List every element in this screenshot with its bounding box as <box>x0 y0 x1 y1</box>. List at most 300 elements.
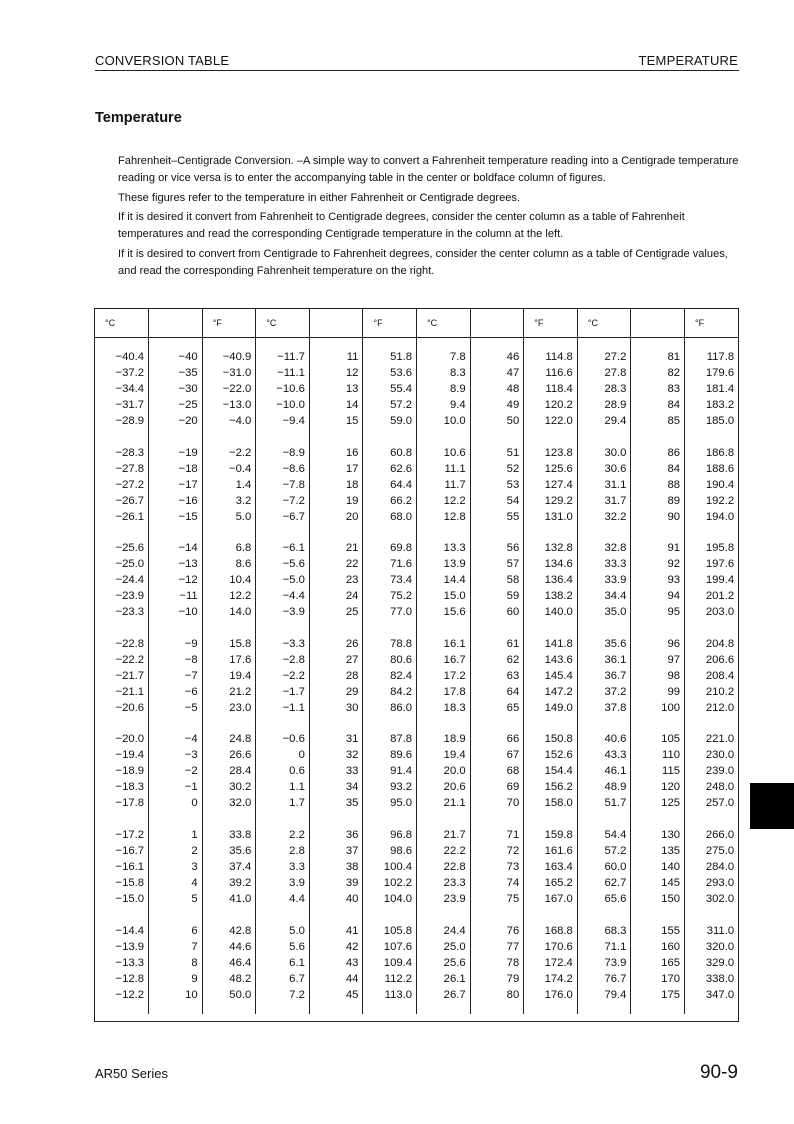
table-cell: 109.4 <box>363 955 417 971</box>
table-cell: 132.8 <box>524 540 578 556</box>
spacer-cell <box>577 525 631 541</box>
table-cell: −24.4 <box>95 572 149 588</box>
table-cell: 26.7 <box>417 987 471 1003</box>
table-cell: 67 <box>470 747 524 763</box>
table-cell: 76 <box>470 923 524 939</box>
table-row <box>95 461 738 477</box>
table-cell: −9.4 <box>256 413 310 429</box>
table-cell: −26.7 <box>95 493 149 509</box>
table-cell: 25.6 <box>417 955 471 971</box>
table-cell: 174.2 <box>524 971 578 987</box>
table-cell: −23.9 <box>95 588 149 604</box>
table-cell: 44.6 <box>202 939 256 955</box>
spacer-cell <box>202 429 256 445</box>
table-cell: 46.4 <box>202 955 256 971</box>
table-cell: 10 <box>149 987 203 1003</box>
table-cell: 266.0 <box>705 828 735 841</box>
table-cell: 29.4 <box>577 413 631 429</box>
table-cell: −0.6 <box>256 731 310 747</box>
table-cell: 129.2 <box>524 493 578 509</box>
column-header: °C <box>577 309 631 338</box>
table-cell: 23 <box>309 572 363 588</box>
spacer-cell <box>524 1003 578 1014</box>
table-cell: 42.8 <box>202 923 256 939</box>
table-cell: 105.8 <box>363 923 417 939</box>
table-cell: −20.0 <box>95 731 149 747</box>
table-cell: 37.4 <box>202 859 256 875</box>
table-cell: 221.0 <box>705 733 735 746</box>
table-cell: −25.0 <box>95 556 149 572</box>
table-cell: −11 <box>149 588 203 604</box>
conversion-table <box>95 309 738 1014</box>
table-cell: 161.6 <box>524 843 578 859</box>
table-cell: 115 <box>631 763 685 779</box>
table-cell: −27.2 <box>95 477 149 493</box>
table-cell: −28.3 <box>95 445 149 461</box>
table-cell: 39 <box>309 875 363 891</box>
table-cell: 0 <box>256 747 310 763</box>
table-cell: 21.2 <box>202 684 256 700</box>
table-cell: −5.0 <box>256 572 310 588</box>
header-rule <box>95 70 739 71</box>
table-cell: 40.6 <box>577 731 631 747</box>
spacer-cell <box>309 429 363 445</box>
table-cell: 154.4 <box>524 763 578 779</box>
table-cell: −30 <box>149 381 203 397</box>
table-cell: 57 <box>470 556 524 572</box>
table-cell: −20.6 <box>95 700 149 716</box>
table-cell: 183.2 <box>705 399 735 411</box>
table-cell: 73.9 <box>577 955 631 971</box>
table-cell: 83 <box>631 381 685 397</box>
table-cell: −13.3 <box>95 955 149 971</box>
table-cell: 57.2 <box>363 397 417 413</box>
table-cell: 90 <box>631 509 685 525</box>
spacer-cell <box>417 338 471 350</box>
spacer-cell <box>631 620 685 636</box>
spacer-cell <box>524 907 578 923</box>
spacer-cell <box>363 811 417 827</box>
spacer-cell <box>309 907 363 923</box>
table-cell: 7.2 <box>256 987 310 1003</box>
table-cell: 49 <box>470 397 524 413</box>
spacer-cell <box>95 429 149 445</box>
table-cell: −12.8 <box>95 971 149 987</box>
spacer-cell <box>256 525 310 541</box>
table-cell: 14 <box>309 397 363 413</box>
table-cell: −22.2 <box>95 652 149 668</box>
table-cell: −13.0 <box>202 397 256 413</box>
column-header: °C <box>417 309 471 338</box>
table-cell: 25.0 <box>417 939 471 955</box>
table-cell: 176.0 <box>524 987 578 1003</box>
spacer-cell <box>309 811 363 827</box>
spacer-cell <box>363 429 417 445</box>
table-cell: −1.1 <box>256 700 310 716</box>
table-cell: 12.2 <box>417 493 471 509</box>
spacer-cell <box>685 1003 739 1014</box>
table-cell: 257.0 <box>705 797 735 810</box>
table-cell: 107.6 <box>363 939 417 955</box>
table-cell: 31 <box>309 731 363 747</box>
table-cell: 199.4 <box>705 574 735 587</box>
table-row <box>95 987 738 1003</box>
table-cell: 97 <box>631 652 685 668</box>
table-cell: 23.9 <box>417 891 471 907</box>
table-cell: 15.0 <box>417 588 471 604</box>
table-cell: 59 <box>470 588 524 604</box>
table-cell: 8.9 <box>417 381 471 397</box>
table-cell: 33.9 <box>577 572 631 588</box>
table-cell: 98 <box>631 668 685 684</box>
table-cell: −10 <box>149 604 203 620</box>
table-row <box>95 875 738 891</box>
table-cell: 43 <box>309 955 363 971</box>
table-cell: 26.1 <box>417 971 471 987</box>
running-header-left: CONVERSION TABLE <box>95 53 230 68</box>
table-cell: −19 <box>149 445 203 461</box>
table-cell: 65.6 <box>577 891 631 907</box>
table-cell: 3.3 <box>256 859 310 875</box>
table-cell: 165 <box>631 955 685 971</box>
table-cell: −20 <box>149 413 203 429</box>
spacer-cell <box>631 716 685 732</box>
table-row <box>95 795 738 811</box>
table-cell: 2.8 <box>256 843 310 859</box>
table-cell: 24.4 <box>417 923 471 939</box>
table-cell: 20 <box>309 509 363 525</box>
table-cell: 347.0 <box>705 988 735 1001</box>
table-cell: 69.8 <box>363 540 417 556</box>
table-cell: 78 <box>470 955 524 971</box>
spacer-cell <box>524 620 578 636</box>
conversion-table-frame <box>94 308 739 1022</box>
table-cell: 12.8 <box>417 509 471 525</box>
table-cell: 95 <box>631 604 685 620</box>
table-cell: 60 <box>470 604 524 620</box>
spacer-cell <box>256 620 310 636</box>
table-row <box>95 445 738 461</box>
table-row <box>95 413 738 429</box>
table-cell: 53 <box>470 477 524 493</box>
table-cell: 181.4 <box>705 383 735 395</box>
table-cell: 75 <box>470 891 524 907</box>
table-cell: −10.6 <box>256 381 310 397</box>
table-cell: −18 <box>149 461 203 477</box>
table-cell: 93 <box>631 572 685 588</box>
table-cell: 85 <box>631 413 685 429</box>
table-cell: 197.6 <box>705 558 735 571</box>
table-cell: 4.4 <box>256 891 310 907</box>
table-cell: 74 <box>470 875 524 891</box>
table-row <box>95 365 738 381</box>
table-cell: 61 <box>470 636 524 652</box>
table-cell: 62.6 <box>363 461 417 477</box>
table-cell: 87.8 <box>363 731 417 747</box>
intro-paragraph: These figures refer to the temperature in either Fahrenheit or Centigrade degrees. <box>118 191 521 204</box>
spacer-cell <box>149 338 203 350</box>
spacer-cell <box>95 716 149 732</box>
spacer-cell <box>95 338 149 350</box>
table-cell: 134.6 <box>524 556 578 572</box>
table-cell: 4 <box>149 875 203 891</box>
table-cell: 11.1 <box>417 461 471 477</box>
page-number: 90-9 <box>699 1062 738 1083</box>
table-cell: 230.0 <box>705 749 735 762</box>
table-cell: 130 <box>631 827 685 843</box>
spacer-cell <box>685 811 739 827</box>
spacer-cell <box>202 716 256 732</box>
table-row <box>95 668 738 684</box>
table-cell: −31.7 <box>95 397 149 413</box>
table-cell: 21 <box>309 540 363 556</box>
spacer-cell <box>309 716 363 732</box>
group-spacer <box>95 1003 738 1014</box>
table-cell: −14.4 <box>95 923 149 939</box>
column-header: °F <box>524 309 578 338</box>
spacer-cell <box>95 907 149 923</box>
table-cell: 123.8 <box>524 445 578 461</box>
table-cell: 40 <box>309 891 363 907</box>
table-cell: 110 <box>631 747 685 763</box>
column-header <box>309 309 363 338</box>
table-cell: 31.1 <box>577 477 631 493</box>
table-cell: −17 <box>149 477 203 493</box>
table-cell: 28 <box>309 668 363 684</box>
spacer-cell <box>256 907 310 923</box>
table-cell: 41 <box>309 923 363 939</box>
table-cell: −15 <box>149 509 203 525</box>
table-cell: 24 <box>309 588 363 604</box>
spacer-cell <box>95 620 149 636</box>
table-cell: 25 <box>309 604 363 620</box>
table-cell: 17.8 <box>417 684 471 700</box>
spacer-cell <box>685 716 739 732</box>
table-cell: 13 <box>309 381 363 397</box>
table-row <box>95 588 738 604</box>
table-cell: 185.0 <box>705 415 735 427</box>
table-cell: −8.6 <box>256 461 310 477</box>
table-cell: −0.4 <box>202 461 256 477</box>
spacer-cell <box>363 907 417 923</box>
table-cell: 208.4 <box>705 669 735 682</box>
table-cell: 10.4 <box>202 572 256 588</box>
table-cell: 22.2 <box>417 843 471 859</box>
table-row <box>95 509 738 525</box>
table-cell: −22.8 <box>95 636 149 652</box>
table-cell: 60.0 <box>577 859 631 875</box>
table-cell: −1 <box>149 779 203 795</box>
table-cell: −10.0 <box>256 397 310 413</box>
section-thumb-tab <box>750 783 794 829</box>
table-cell: −3 <box>149 747 203 763</box>
table-cell: 167.0 <box>524 891 578 907</box>
table-cell: 102.2 <box>363 875 417 891</box>
table-cell: 98.6 <box>363 843 417 859</box>
table-cell: 44 <box>309 971 363 987</box>
table-cell: 3.9 <box>256 875 310 891</box>
table-cell: 22 <box>309 556 363 572</box>
table-cell: 150.8 <box>524 731 578 747</box>
table-cell: 36.1 <box>577 652 631 668</box>
table-cell: 13.3 <box>417 540 471 556</box>
table-cell: 76.7 <box>577 971 631 987</box>
table-cell: −7 <box>149 668 203 684</box>
table-cell: 23.0 <box>202 700 256 716</box>
table-cell: 204.8 <box>705 637 735 650</box>
spacer-cell <box>470 1003 524 1014</box>
table-cell: 29 <box>309 684 363 700</box>
table-cell: 28.9 <box>577 397 631 413</box>
table-cell: −2.8 <box>256 652 310 668</box>
table-cell: 32.8 <box>577 540 631 556</box>
table-row <box>95 556 738 572</box>
table-row <box>95 477 738 493</box>
table-cell: 64 <box>470 684 524 700</box>
table-cell: 194.0 <box>705 510 735 523</box>
table-cell: −1.7 <box>256 684 310 700</box>
table-cell: 91 <box>631 540 685 556</box>
spacer-cell <box>577 811 631 827</box>
table-cell: 158.0 <box>524 795 578 811</box>
table-cell: 19.4 <box>202 668 256 684</box>
spacer-cell <box>309 1003 363 1014</box>
column-header <box>631 309 685 338</box>
table-cell: 12 <box>309 365 363 381</box>
table-cell: 143.6 <box>524 652 578 668</box>
table-cell: 37.8 <box>577 700 631 716</box>
table-cell: −3.3 <box>256 636 310 652</box>
spacer-cell <box>202 525 256 541</box>
table-cell: 201.2 <box>705 590 735 603</box>
table-cell: 43.3 <box>577 747 631 763</box>
table-cell: 79 <box>470 971 524 987</box>
table-cell: −26.1 <box>95 509 149 525</box>
table-cell: 68.0 <box>363 509 417 525</box>
table-cell: −19.4 <box>95 747 149 763</box>
table-row <box>95 939 738 955</box>
group-spacer <box>95 429 738 445</box>
table-cell: 35 <box>309 795 363 811</box>
table-cell: 71.6 <box>363 556 417 572</box>
table-cell: 18.3 <box>417 700 471 716</box>
table-cell: 1.7 <box>256 795 310 811</box>
spacer-cell <box>685 907 739 923</box>
spacer-cell <box>524 338 578 350</box>
spacer-cell <box>95 811 149 827</box>
table-cell: 91.4 <box>363 763 417 779</box>
table-cell: 80.6 <box>363 652 417 668</box>
table-cell: 5.6 <box>256 939 310 955</box>
table-cell: 14.0 <box>202 604 256 620</box>
table-cell: 17 <box>309 461 363 477</box>
table-cell: −28.9 <box>95 413 149 429</box>
table-cell: 140.0 <box>524 604 578 620</box>
table-cell: 100.4 <box>363 859 417 875</box>
table-cell: 0 <box>149 795 203 811</box>
table-cell: 23.3 <box>417 875 471 891</box>
table-cell: −11.7 <box>256 349 310 365</box>
table-cell: 54.4 <box>577 827 631 843</box>
table-cell: 84 <box>631 461 685 477</box>
column-header: °F <box>363 309 417 338</box>
table-row <box>95 572 738 588</box>
table-cell: −7.8 <box>256 477 310 493</box>
running-header-right: TEMPERATURE <box>638 53 738 68</box>
table-cell: 9.4 <box>417 397 471 413</box>
table-cell: 15 <box>309 413 363 429</box>
intro-paragraph: Fahrenheit–Centigrade Conversion. –A simple way to convert a Fahrenheit temperature reading into a Centigrade temperature reading or vice versa is to enter the accompanying table in the center or boldface column of figures. <box>118 155 739 184</box>
table-cell: 89 <box>631 493 685 509</box>
table-cell: 28.3 <box>577 381 631 397</box>
spacer-cell <box>577 1003 631 1014</box>
spacer-cell <box>524 429 578 445</box>
spacer-cell <box>149 1003 203 1014</box>
table-cell: 21.7 <box>417 827 471 843</box>
spacer-cell <box>470 338 524 350</box>
table-cell: 19.4 <box>417 747 471 763</box>
table-cell: 68 <box>470 763 524 779</box>
table-cell: −2.2 <box>202 445 256 461</box>
table-cell: −4.0 <box>202 413 256 429</box>
table-cell: 6.1 <box>256 955 310 971</box>
table-cell: 12.2 <box>202 588 256 604</box>
spacer-cell <box>577 429 631 445</box>
table-cell: 113.0 <box>363 987 417 1003</box>
table-cell: 78.8 <box>363 636 417 652</box>
spacer-cell <box>149 429 203 445</box>
spacer-cell <box>470 811 524 827</box>
table-cell: 50.0 <box>202 987 256 1003</box>
table-cell: 34.4 <box>577 588 631 604</box>
column-header: °F <box>202 309 256 338</box>
table-cell: 116.6 <box>524 365 578 381</box>
table-row <box>95 493 738 509</box>
table-cell: 141.8 <box>524 636 578 652</box>
table-row <box>95 843 738 859</box>
table-cell: 51.8 <box>363 349 417 365</box>
table-cell: 92 <box>631 556 685 572</box>
table-cell: 88 <box>631 477 685 493</box>
table-cell: 17.2 <box>417 668 471 684</box>
spacer-cell <box>363 1003 417 1014</box>
table-cell: 73.4 <box>363 572 417 588</box>
table-cell: −13.9 <box>95 939 149 955</box>
table-cell: 95.0 <box>363 795 417 811</box>
spacer-cell <box>95 1003 149 1014</box>
table-row <box>95 636 738 652</box>
table-cell: 165.2 <box>524 875 578 891</box>
table-cell: −11.1 <box>256 365 310 381</box>
table-cell: 35.6 <box>577 636 631 652</box>
table-cell: −6.1 <box>256 540 310 556</box>
table-cell: −14 <box>149 540 203 556</box>
table-row <box>95 652 738 668</box>
table-cell: 140 <box>631 859 685 875</box>
table-cell: 122.0 <box>524 413 578 429</box>
table-cell: 203.0 <box>705 606 735 619</box>
table-row <box>95 971 738 987</box>
table-cell: −16.1 <box>95 859 149 875</box>
table-cell: −17.8 <box>95 795 149 811</box>
table-cell: 51 <box>470 445 524 461</box>
table-cell: 59.0 <box>363 413 417 429</box>
table-cell: 186.8 <box>705 446 735 459</box>
table-cell: −12 <box>149 572 203 588</box>
table-cell: 3.2 <box>202 493 256 509</box>
table-cell: 66 <box>470 731 524 747</box>
table-cell: 7.8 <box>417 349 471 365</box>
